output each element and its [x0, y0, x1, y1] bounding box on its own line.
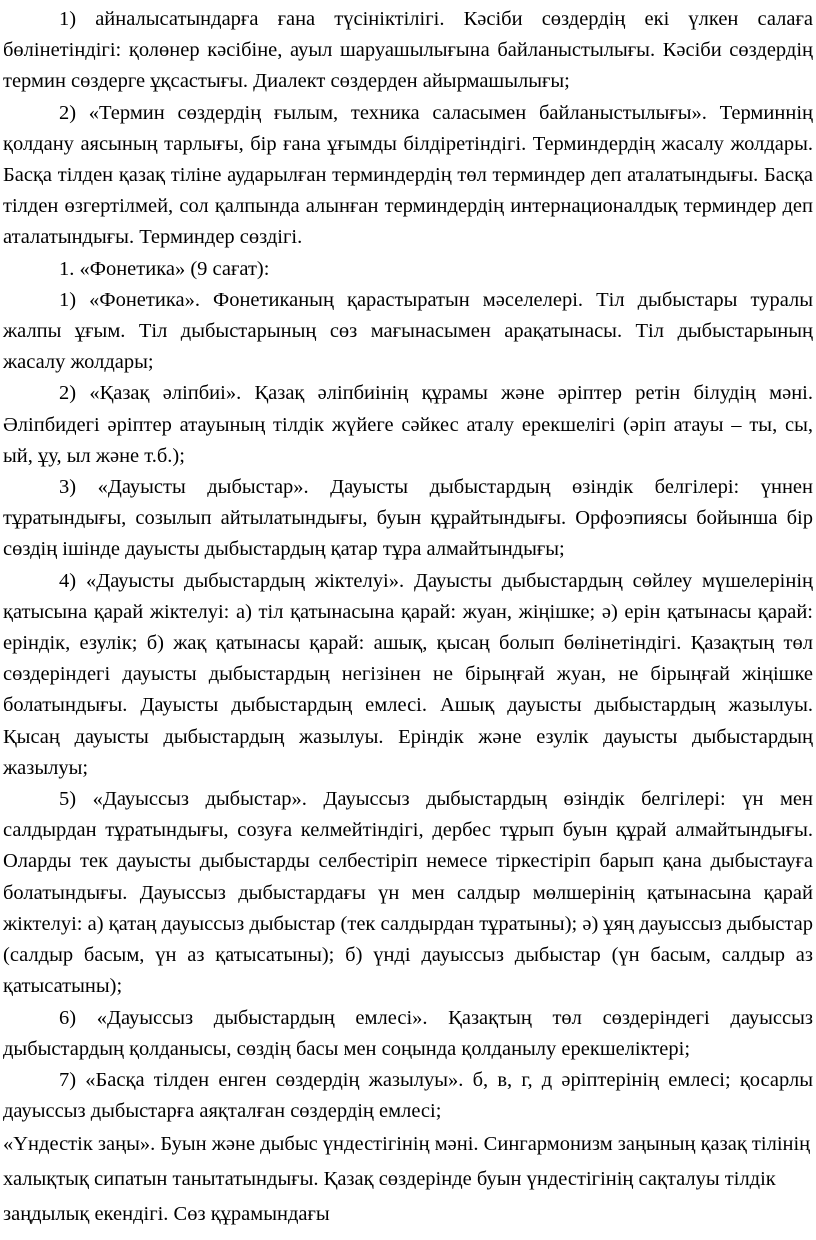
paragraph-harmony-law: «Үндестік заңы». Буын және дыбыс үндестігінің мәні. Сингармонизм заңының қазақ тілінің халықтық сипатын танытатындығы. Қазақ сөздерінде буын үндестігінің сақталуы тілдік заңдылық екендігі. Сөз құрамындағы	[3, 1133, 811, 1225]
paragraph-professional-words: 1) айналысатындарға ғана түсініктілігі. Кәсіби сөздердің екі үлкен салаға бөлінетіндігі: қолөнер кәсібіне, ауыл шаруашылығына байланыстылығы. Кәсіби сөздердің термин сөздерге ұқсастығы. Диалект сөздерден айырмашылығы;	[3, 8, 813, 93]
paragraph-kazakh-alphabet: 2) «Қазақ әліпбиі». Қазақ әліпбиінің құрамы және әріптер ретін білудің мәні. Әліпбидегі әріптер атауының тілдік жүйеге сәйкес аталу ерекшелігі (әріп атауы – ты, сы, ый, ұу, ыл және т.б.);	[3, 382, 813, 467]
paragraph-phonetics: 1) «Фонетика». Фонетиканың қарастыратын мәселелері. Тіл дыбыстары туралы жалпы ұғым. Тіл дыбыстарының сөз мағынасымен арақатынасы. Тіл дыбыстарының жасалу жолдары;	[3, 288, 813, 374]
paragraph-consonant-spelling: 6) «Дауыссыз дыбыстардың емлесі». Қазақтың төл сөздеріндегі дауыссыз дыбыстардың қолданысы, сөздің басы мен соңында қолданылу ерекшеліктері;	[3, 1006, 813, 1060]
document-body	[3, 4, 813, 1231]
paragraph-terms: 2) «Термин сөздердің ғылым, техника саласымен байланыстылығы». Терминнің қолдану аясының тарлығы, бір ғана ұғымды білдіретіндігі. Терминдердің жасалу жолдары. Басқа тілден қазақ тіліне аударылған терминдердің төл терминдер деп аталатындығы. Басқа тілден өзгертілмей, сол қалпында алынған терминдердің интернационалдық терминдер деп аталатындығы. Терминдер сөздігі.	[3, 101, 813, 249]
paragraph-loanword-spelling: 7) «Басқа тілден енген сөздердің жазылуы». б, в, г, д әріптерінің емлесі; қосарлы дауыссыз дыбыстарға аяқталған сөздердің емлесі;	[3, 1068, 813, 1123]
section-heading-phonetics: 1. «Фонетика» (9 сағат):	[59, 257, 270, 280]
paragraph-vowels: 3) «Дауысты дыбыстар». Дауысты дыбыстардың өзіндік белгілері: үннен тұратындығы, созылып айтылатындығы, буын құрайтындығы. Орфоэпиясы бойынша бір сөздің ішінде дауысты дыбыстардың қатар тұра алмайтындығы;	[3, 476, 813, 561]
paragraph-vowel-classification: 4) «Дауысты дыбыстардың жіктелуі». Дауысты дыбыстардың сөйлеу мүшелерінің қатысына қарай жіктелуі: а) тіл қатынасына қарай: жуан, жіңішке; ә) ерін қатынасы қарай: еріндік, езулік; б) жақ қатынасы қарай: ашық, қысаң болып бөлінетіндігі. Қазақтың төл сөздеріндегі дауысты дыбыстардың негізінен не бірыңғай жуан, не бірыңғай жіңішке болатындығы. Дауысты дыбыстардың емлесі. Ашық дауысты дыбыстардың жазылуы. Қысаң дауысты дыбыстардың жазылуы. Еріндік және езулік дауысты дыбыстардың жазылуы;	[3, 569, 813, 779]
paragraph-consonants: 5) «Дауыссыз дыбыстар». Дауыссыз дыбыстардың өзіндік белгілері: үн мен салдырдан тұратындығы, созуға келмейтіндігі, дербес тұрып буын құрай алмайтындығы. Оларды тек дауысты дыбыстарды селбестіріп немесе тіркестіріп барып қана дыбыстауға болатындығы. Дауыссыз дыбыстардағы үн мен салдыр мөлшерінің қатынасына қарай жіктелуі: а) қатаң дауыссыз дыбыстар (тек салдырдан тұратыны); ә) ұяң дауыссыз дыбыстар (салдыр басым, үн аз қатысатыны); б) үнді дауыссыз дыбыстар (үн басым, салдыр аз қатысатыны);	[3, 788, 813, 998]
